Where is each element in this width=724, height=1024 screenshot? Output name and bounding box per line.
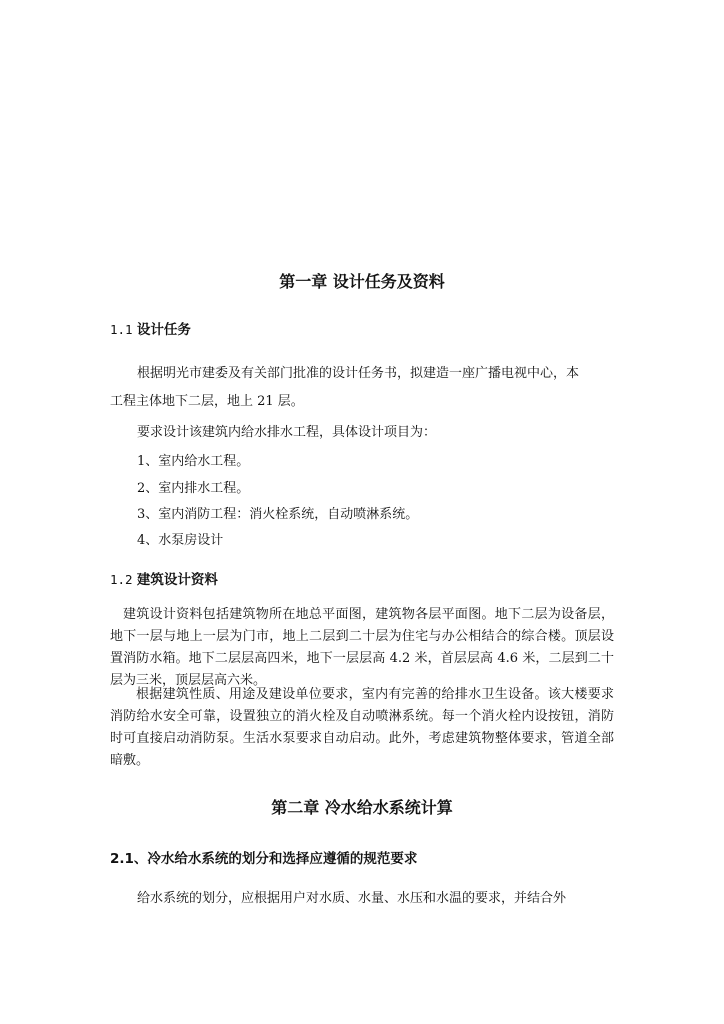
section-2-1-para-1: 给水系统的划分，应根据用户对水质、水量、水压和水温的要求，并结合外 [137,891,567,906]
chapter-1-title: 第一章 设计任务及资料 [279,272,445,291]
list-item: 3、室内消防工程：消火栓系统，自动喷淋系统。 [137,507,419,522]
section-1-1-para-1-line-1: 根据明光市建委及有关部门批准的设计任务书，拟建造一座广播电视中心，本 [137,366,580,381]
list-item: 1、室内给水工程。 [137,454,250,469]
section-1-2-heading [110,571,218,589]
section-1-1-para-1-line-2: 工程主体地下二层，地上 21 层。 [110,394,304,409]
section-1-2-para-2: 根据建筑性质、用途及建设单位要求，室内有完善的给排水卫生设备。该大楼要求消防给水安全可靠，设置独立的消火栓及自动喷淋系统。每一个消火栓内设按钮，消防时可直接启动消防泵。生活水泵要求自动启动。此外，考虑建筑物整体要求，管道全部暗敷。 [110,687,614,768]
list-item: 2、室内排水工程。 [137,481,250,496]
section-1-1-heading [110,321,191,339]
section-1-2-para-1: 建筑设计资料包括建筑物所在地总平面图，建筑物各层平面图。地下二层为设备层，地下一层与地上一层为门市，地上二层到二十层为住宅与办公相结合的综合楼。顶层设置消防水箱。地下二层层高四米，地下一层层高 4.2 米，首层层高 4.6 米，二层到二十层为三米，顶层层高六米。 [110,607,614,688]
section-2-1-heading: 2.1、冷水给水系统的划分和选择应遵循的规范要求 [110,851,418,867]
chapter-2-title: 第二章 冷水给水系统计算 [271,798,453,817]
list-item: 4、水泵房设计 [137,533,224,548]
section-1-1-title: 设计任务 [136,322,191,338]
section-1-1-para-2: 要求设计该建筑内给水排水工程，具体设计项目为： [137,425,437,440]
section-1-1-number: 1.1 [110,322,133,337]
section-1-2-title: 建筑设计资料 [136,572,218,588]
section-1-2-number: 1.2 [110,572,133,587]
